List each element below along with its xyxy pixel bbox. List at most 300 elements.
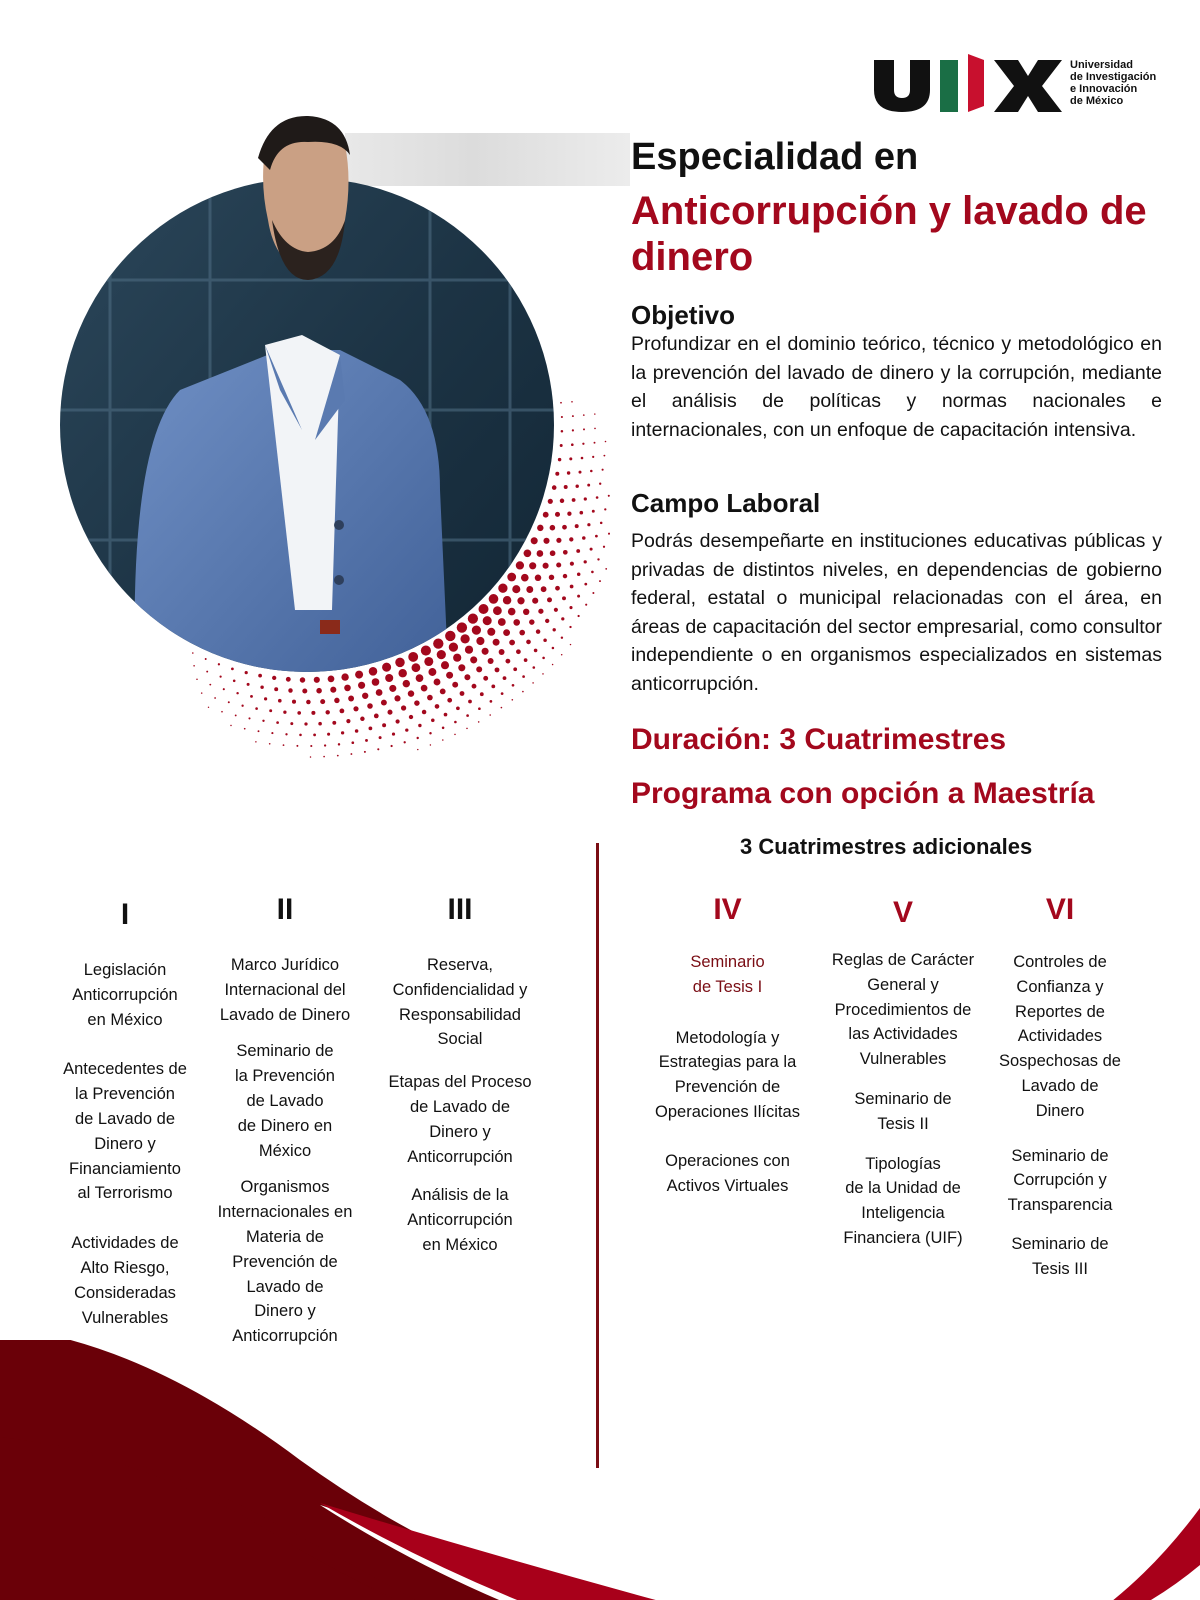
halftone-dot (529, 619, 534, 624)
halftone-dot (556, 562, 561, 567)
halftone-dot (595, 535, 598, 538)
halftone-dot (374, 714, 379, 719)
halftone-dot (594, 442, 596, 444)
halftone-dot (592, 510, 595, 513)
halftone-dot (320, 699, 325, 704)
course: Análisis de la Anticorrupción en México (407, 1186, 513, 1254)
cuatrimestre-column (985, 895, 1135, 1282)
halftone-dot (192, 652, 194, 654)
halftone-dot (431, 719, 435, 723)
halftone-dot (583, 428, 585, 430)
halftone-dot (433, 638, 443, 648)
halftone-dot (576, 485, 579, 488)
logo-wordmark (1070, 59, 1156, 107)
cuatrimestres-adicionales: 3 Cuatrimestres adicionales (740, 834, 1033, 859)
halftone-dot (323, 756, 325, 758)
halftone-dot (221, 711, 223, 713)
halftone-dot (391, 745, 393, 747)
halftone-dot (547, 597, 552, 602)
halftone-dot (570, 644, 571, 645)
halftone-dot (193, 665, 195, 667)
halftone-dot (564, 485, 568, 489)
halftone-dot (590, 470, 593, 473)
halftone-dot (543, 512, 549, 518)
halftone-dot (427, 695, 433, 701)
halftone-dot (456, 706, 460, 710)
halftone-dot (472, 684, 477, 689)
halftone-dot (417, 737, 419, 739)
halftone-dot (230, 725, 231, 726)
halftone-dot (389, 685, 396, 692)
campo-laboral-heading: Campo Laboral (631, 488, 821, 518)
course: Controles de Confianza y Reportes de Actividades Sospechosas de Lavado de Dinero (998, 953, 1121, 1120)
halftone-dot (235, 714, 237, 716)
halftone-dot (570, 585, 574, 589)
halftone-dot (493, 606, 502, 615)
course: Antecedentes de la Prevención de Lavado de Dinero y Financiamiento al Terrorismo (63, 1060, 187, 1203)
halftone-dot (560, 499, 564, 503)
cuatrimestre-numeral: V (892, 896, 913, 929)
halftone-dot (553, 628, 556, 631)
programa-maestria: Programa con opción a Maestría (631, 777, 1095, 810)
halftone-dot (489, 594, 499, 604)
cuatrimestre-column (50, 900, 200, 1330)
halftone-dot (584, 497, 587, 500)
halftone-dot (250, 695, 253, 698)
halftone-dot (271, 732, 273, 734)
halftone-dot (231, 668, 234, 671)
halftone-dot (434, 679, 441, 686)
halftone-dot (244, 728, 246, 730)
halftone-dot (387, 710, 392, 715)
halftone-dot (228, 701, 230, 703)
halftone-dot (523, 609, 529, 615)
halftone-dot (543, 538, 549, 544)
halftone-dot (403, 680, 410, 687)
cuatrimestre-numeral: III (447, 893, 473, 926)
halftone-dot (592, 592, 594, 594)
halftone-dot (570, 562, 574, 566)
halftone-dot (332, 721, 336, 725)
halftone-dot (324, 744, 326, 746)
halftone-dot (567, 471, 570, 474)
halftone-dot (286, 677, 291, 682)
halftone-dot (346, 719, 350, 723)
halftone-dot (572, 429, 574, 431)
halftone-dot (442, 727, 445, 730)
course: Marco Jurídico Internacional del Lavado de Dinero (219, 956, 351, 1024)
halftone-dot (417, 749, 418, 750)
halftone-dot (283, 744, 285, 746)
halftone-dot (248, 717, 250, 719)
halftone-dot (482, 648, 489, 655)
halftone-dot (262, 720, 264, 722)
halftone-dot (584, 583, 587, 586)
course: Tipologías de la Unidad de Inteligencia Financiera (UIF) (843, 1154, 963, 1247)
halftone-dot (562, 525, 567, 530)
halftone-dot (367, 703, 373, 709)
halftone-dot (440, 688, 446, 694)
logo-line: de México (1070, 95, 1124, 107)
halftone-dot (512, 585, 520, 593)
halftone-dot (348, 696, 354, 702)
halftone-dot (555, 512, 560, 517)
halftone-dot (571, 443, 574, 446)
halftone-dot (285, 733, 287, 735)
halftone-dot (196, 678, 198, 680)
halftone-dot (577, 573, 581, 577)
halftone-dot (428, 668, 436, 676)
halftone-dot (532, 598, 538, 604)
halftone-dot (560, 444, 563, 447)
halftone-dot (442, 739, 444, 741)
halftone-dot (531, 537, 538, 544)
halftone-dot (444, 713, 448, 717)
halftone-dot (572, 498, 576, 502)
halftone-dot (582, 536, 586, 540)
halftone-dot (468, 613, 478, 623)
halftone-dot (310, 756, 312, 758)
halftone-dot (372, 678, 380, 686)
halftone-dot (454, 721, 457, 724)
halftone-dot (516, 649, 521, 654)
halftone-dot (548, 499, 553, 504)
halftone-dot (605, 568, 607, 570)
halftone-dot (488, 658, 494, 664)
halftone-dot (522, 691, 524, 693)
halftone-dot (278, 699, 282, 703)
halftone-dot (576, 549, 580, 553)
halftone-dot (214, 697, 216, 699)
halftone-dot (489, 714, 491, 716)
halftone-dot (338, 743, 340, 745)
halftone-dot (479, 604, 489, 614)
halftone-dot (550, 550, 556, 556)
halftone-dot (569, 626, 571, 628)
halftone-dot (581, 457, 584, 460)
halftone-dot (534, 649, 538, 653)
halftone-dot (483, 676, 488, 681)
halftone-dot (543, 563, 549, 569)
halftone-dot (495, 667, 500, 672)
halftone-dot (487, 628, 495, 636)
halftone-dot (521, 574, 529, 582)
halftone-dot (542, 657, 545, 660)
halftone-dot (276, 721, 279, 724)
course: Seminario de Corrupción y Transparencia (1007, 1146, 1113, 1215)
halftone-dot (316, 688, 322, 694)
halftone-dot (441, 661, 449, 669)
cuatrimestre-numeral: I (120, 898, 130, 931)
halftone-dot (587, 523, 590, 526)
halftone-dot (290, 722, 293, 725)
halftone-dot (513, 667, 517, 671)
halftone-dot (503, 629, 510, 636)
halftone-dot (430, 744, 431, 745)
halftone-dot (236, 692, 238, 694)
course: Operaciones con Activos Virtuales (665, 1151, 790, 1195)
halftone-dot (220, 676, 222, 678)
halftone-dot (522, 675, 525, 678)
halftone-dot (360, 717, 364, 721)
halftone-dot (569, 457, 572, 460)
halftone-dot (404, 741, 406, 743)
halftone-dot (599, 580, 601, 582)
halftone-dot (535, 575, 542, 582)
halftone-dot (398, 669, 406, 677)
halftone-dot (550, 525, 556, 531)
halftone-dot (493, 639, 500, 646)
halftone-dot (355, 729, 359, 733)
cuatrimestre-numeral: IV (713, 893, 742, 926)
halftone-dot (480, 692, 484, 696)
halftone-dot (454, 734, 456, 736)
halftone-dot (283, 711, 286, 714)
halftone-dot (591, 571, 594, 574)
halftone-dot (509, 640, 515, 646)
halftone-dot (555, 586, 560, 591)
halftone-dot (490, 700, 493, 703)
halftone-dot (414, 700, 419, 705)
halftone-dot (353, 706, 358, 711)
halftone-dot (604, 508, 606, 510)
halftone-dot (422, 710, 427, 715)
halftone-dot (561, 636, 563, 638)
halftone-dot (552, 485, 557, 490)
halftone-dot (341, 731, 344, 734)
halftone-dot (435, 704, 440, 709)
halftone-dot (264, 697, 267, 700)
halftone-dot (513, 619, 520, 626)
halftone-dot (327, 733, 330, 736)
halftone-dot (369, 727, 373, 731)
cuatrimestre-column (818, 898, 988, 1251)
halftone-dot (545, 619, 549, 623)
halftone-dot (524, 549, 532, 557)
halftone-dot (339, 708, 344, 713)
halftone-dot (569, 606, 572, 609)
cuatrimestre-column (375, 895, 545, 1258)
halftone-dot (512, 699, 514, 701)
halftone-dot (590, 548, 593, 551)
halftone-dot (255, 741, 256, 742)
course: Seminario de la Prevención de Lavado de Dinero en México (235, 1042, 335, 1160)
halftone-dot (376, 689, 383, 696)
halftone-dot (446, 672, 453, 679)
halftone-dot (396, 719, 400, 723)
halftone-dot (429, 732, 431, 734)
halftone-dot (562, 596, 566, 600)
halftone-dot (571, 401, 573, 403)
halftone-dot (543, 639, 547, 643)
duracion: Duración: 3 Cuatrimestres (631, 723, 1007, 756)
halftone-dot (579, 471, 582, 474)
halftone-dot (288, 688, 292, 692)
halftone-dot (209, 684, 211, 686)
halftone-dot (542, 673, 544, 675)
halftone-dot (418, 724, 421, 727)
halftone-dot (201, 692, 202, 693)
halftone-dot (537, 550, 544, 557)
halftone-dot (478, 721, 480, 723)
halftone-dot (549, 575, 554, 580)
halftone-dot (599, 483, 601, 485)
halftone-dot (206, 671, 208, 673)
halftone-dot (464, 674, 470, 680)
halftone-dot (537, 525, 543, 531)
halftone-dot (334, 698, 339, 703)
halftone-dot (296, 745, 298, 747)
halftone-dot (233, 680, 236, 683)
bottom-wave-decoration (0, 1340, 1200, 1600)
halftone-dot (563, 574, 567, 578)
halftone-dot (392, 733, 395, 736)
halftone-dot (337, 755, 339, 757)
halftone-dot (405, 728, 408, 731)
halftone-dot (379, 736, 382, 739)
halftone-dot (445, 631, 455, 641)
halftone-dot (499, 649, 505, 655)
halftone-dot (575, 524, 579, 528)
halftone-dot (350, 753, 352, 755)
course: Legislación Anticorrupción en México (72, 961, 178, 1029)
halftone-dot (603, 455, 605, 457)
halftone-dot (600, 522, 603, 525)
halftone-dot (241, 705, 243, 707)
halftone-dot (483, 616, 492, 625)
halftone-dot (608, 495, 610, 497)
halftone-dot (292, 700, 296, 704)
halftone-dot (325, 710, 329, 714)
halftone-dot (258, 674, 262, 678)
halftone-dot (351, 741, 354, 744)
halftone-dot (218, 663, 220, 665)
halftone-dot (377, 748, 379, 750)
halftone-dot (558, 458, 561, 461)
halftone-dot (421, 646, 431, 656)
halftone-dot (408, 690, 414, 696)
halftone-dot (572, 415, 574, 417)
halftone-dot (382, 663, 391, 672)
halftone-dot (608, 533, 610, 535)
course: Seminario de Tesis I (690, 953, 765, 996)
halftone-dot (536, 629, 541, 634)
halftone-dot (344, 685, 351, 692)
halftone-dot (501, 692, 504, 695)
halftone-dot (465, 646, 473, 654)
halftone-dot (563, 550, 568, 555)
halftone-dot (341, 673, 348, 680)
halftone-dot (605, 441, 607, 443)
objetivo-text: Profundizar en el dominio teórico, técnico y metodológico en la prevención del lavado de dinero y la corrupción, mediante el análisis de políticas y normas nacionales e internacionales, con un enfoque de capacitación intensiva. (631, 333, 1162, 441)
cuatrimestre-column (640, 895, 815, 1198)
halftone-dot (498, 584, 507, 593)
halftone-dot (596, 496, 599, 499)
halftone-dot (602, 469, 604, 471)
halftone-dot (526, 640, 531, 645)
halftone-dot (318, 722, 322, 726)
halftone-dot (597, 558, 599, 560)
halftone-dot (302, 689, 307, 694)
halftone-dot (478, 707, 481, 710)
halftone-dot (516, 561, 524, 569)
cuatrimestre-column (205, 895, 365, 1349)
title-line-1: Especialidad en (631, 136, 919, 178)
course: Reserva, Confidencialidad y Responsabilidad Social (392, 956, 528, 1049)
campo-laboral-text: Podrás desempeñarte en instituciones educativas públicas y privadas de distintos niveles, en dependencias de gobierno federal, estatal o municipal relacionadas con el área, en áreas de capacitación del sector empresarial, como consultor independiente o en organismos especializados en sistemas anticorrupción. (631, 530, 1162, 695)
halftone-dot (476, 637, 484, 645)
halftone-dot (416, 674, 424, 682)
halftone-dot (512, 684, 515, 687)
halftone-dot (205, 658, 207, 660)
uix-logo-mark (872, 50, 1072, 114)
course: Actividades de Alto Riesgo, Consideradas Vulnerables (71, 1234, 179, 1327)
halftone-dot (501, 707, 503, 709)
halftone-dot (314, 677, 320, 683)
halftone-dot (532, 682, 534, 684)
halftone-dot (498, 618, 506, 626)
halftone-dot (409, 715, 413, 719)
halftone-dot (587, 484, 590, 487)
halftone-dot (223, 688, 225, 690)
halftone-dot (369, 667, 378, 676)
halftone-dot (594, 413, 595, 414)
course: Etapas del Proceso de Lavado de Dinero y Anticorrupción (388, 1073, 532, 1166)
halftone-dot (567, 512, 571, 516)
halftone-dot (457, 622, 467, 632)
halftone-dot (466, 728, 468, 730)
halftone-dot (538, 609, 543, 614)
halftone-dot (453, 654, 461, 662)
halftone-dot (245, 671, 248, 674)
halftone-dot (300, 677, 305, 682)
course: Reglas de Carácter General y Procedimientos de las Actividades Vulnerables (831, 951, 975, 1069)
halftone-dot (362, 693, 368, 699)
halftone-dot (269, 743, 271, 745)
halftone-dot (258, 730, 260, 732)
objetivo-heading: Objetivo (631, 300, 736, 330)
halftone-dot (592, 456, 594, 458)
halftone-dot (583, 414, 585, 416)
halftone-dot (208, 707, 209, 708)
halftone-dot (552, 647, 555, 650)
halftone-dot (561, 430, 564, 433)
halftone-dot (274, 687, 278, 691)
halftone-dot (304, 722, 307, 725)
halftone-dot (460, 634, 469, 643)
halftone-dot (449, 642, 458, 651)
halftone-dot (554, 608, 558, 612)
course: Metodología y Estrategias para la Prevención de Operaciones Ilícitas (655, 1028, 800, 1121)
halftone-dot (541, 586, 547, 592)
halftone-dot (260, 685, 263, 688)
halftone-dot (569, 537, 573, 541)
halftone-dot (526, 586, 533, 593)
halftone-dot (395, 658, 405, 668)
halftone-dot (437, 650, 446, 659)
halftone-dot (472, 626, 481, 635)
halftone-dot (582, 443, 584, 445)
halftone-dot (561, 617, 564, 620)
halftone-dot (310, 745, 312, 747)
course: Organismos Internacionales en Materia de Prevención de Lavado de Dinero y Anticorrupción (217, 1178, 353, 1346)
halftone-dot (460, 691, 465, 696)
halftone-dot (365, 739, 368, 742)
halftone-dot (424, 657, 433, 666)
halftone-dot (594, 428, 596, 430)
halftone-dot (524, 658, 528, 662)
halftone-dot (458, 664, 465, 671)
